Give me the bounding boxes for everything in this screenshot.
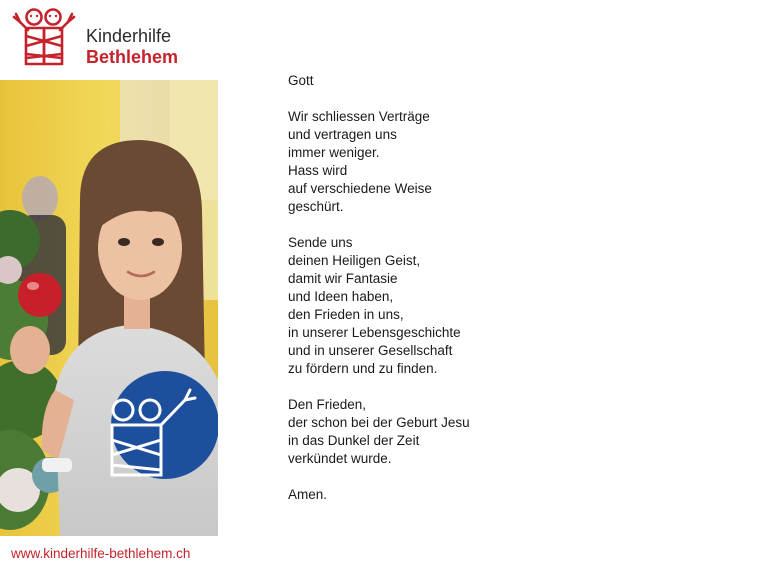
poem-line: damit wir Fantasie	[288, 271, 398, 286]
poem-line: den Frieden in uns,	[288, 307, 404, 322]
poem-line: und vertragen uns	[288, 127, 397, 142]
poem-line: in das Dunkel der Zeit	[288, 433, 420, 448]
photo-illustration	[0, 80, 218, 536]
poem-line: zu fördern und zu finden.	[288, 361, 438, 376]
poem-stanza	[288, 486, 588, 504]
poem-line: Amen.	[288, 487, 328, 502]
poem-stanza	[288, 396, 588, 468]
poem-stanza	[288, 108, 588, 216]
poem-stanza	[288, 72, 588, 90]
poem-line: verkündet wurde.	[288, 451, 392, 466]
website-link[interactable]: www.kinderhilfe-bethlehem.ch	[11, 546, 191, 561]
poem-line: und Ideen haben,	[288, 289, 394, 304]
poem-line: Wir schliessen Verträge	[288, 109, 430, 124]
christmas-ornament	[18, 273, 62, 317]
poem-line: und in unserer Gesellschaft	[288, 343, 453, 358]
brand-name-line2: Bethlehem	[86, 47, 179, 67]
brand-name-line1: Kinderhilfe	[86, 26, 172, 46]
poem-line: auf verschiedene Weise	[288, 181, 432, 196]
poem-line: Sende uns	[288, 235, 353, 250]
poem-line: geschürt.	[288, 199, 344, 214]
poem-line: Hass wird	[288, 163, 348, 178]
poem	[288, 72, 588, 522]
photo-girl-with-ornament	[0, 80, 218, 536]
poem-line: deinen Heiligen Geist,	[288, 253, 421, 268]
poem-line: immer weniger.	[288, 145, 380, 160]
poem-line: Gott	[288, 73, 314, 88]
two-children-hugging-icon	[10, 6, 80, 70]
poem-line: in unserer Lebensgeschichte	[288, 325, 461, 340]
poem-line: der schon bei der Geburt Jesu	[288, 415, 470, 430]
poem-stanza	[288, 234, 588, 378]
brand-logo	[10, 6, 190, 72]
poem-line: Den Frieden,	[288, 397, 367, 412]
